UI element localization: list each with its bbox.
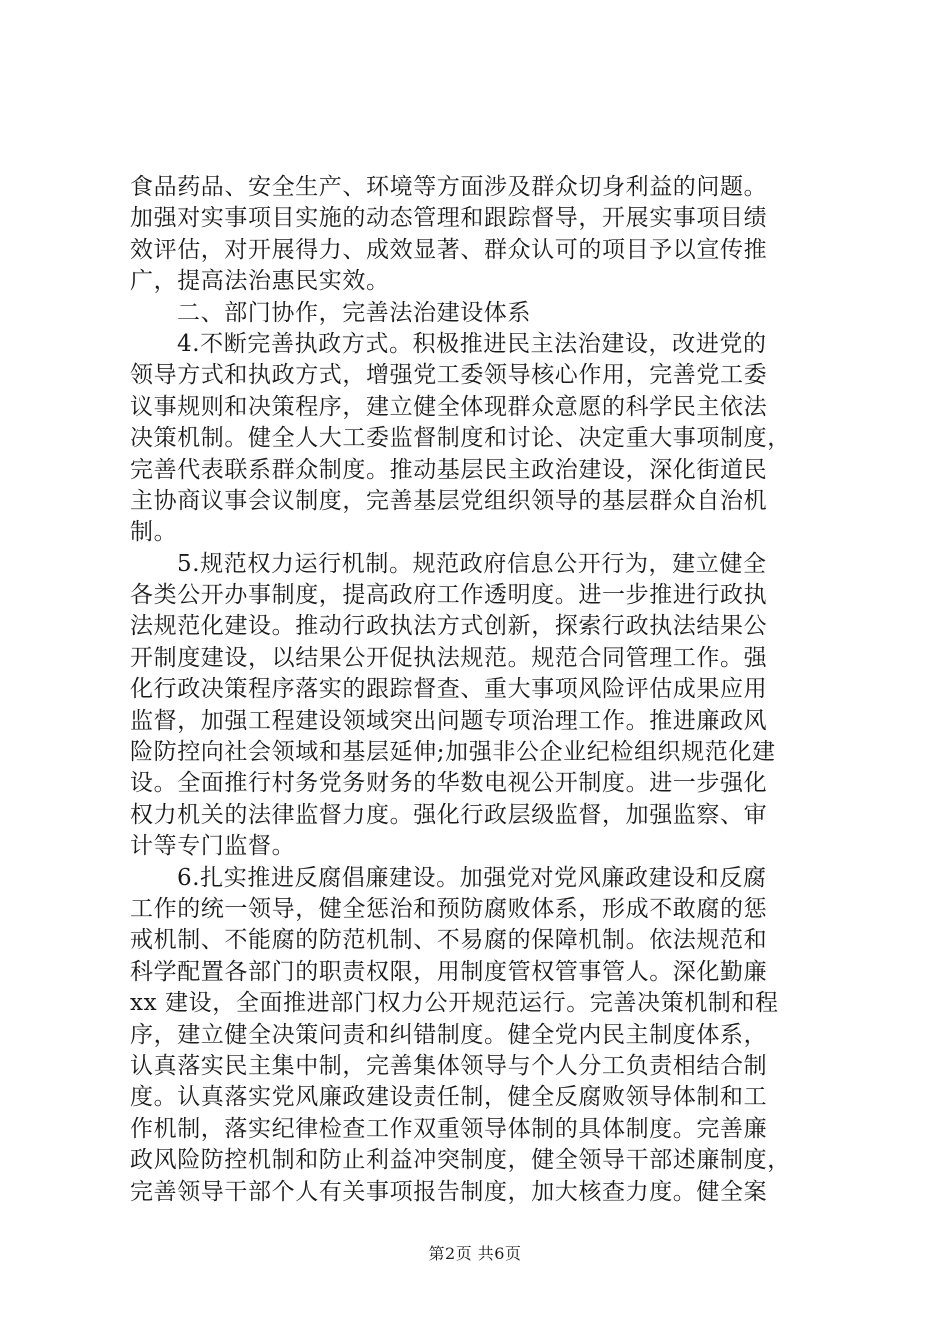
paragraph-start: 6.扎实推进反腐倡廉建设。加强党对党风廉政建设和反腐	[177, 864, 767, 891]
text-line: 政风险防控机制和防止利益冲突制度，健全领导干部述廉制度，	[130, 1147, 791, 1174]
text-line: 效评估，对开展得力、成效显著、群众认可的项目予以宣传推	[130, 236, 768, 263]
text-line: 权力机关的法律监督力度。强化行政层级监督，加强监察、审	[130, 801, 768, 828]
text-line: 设。全面推行村务党务财务的华数电视公开制度。进一步强化	[130, 770, 768, 797]
text-line: 科学配置各部门的职责权限，用制度管权管事管人。深化勤廉	[130, 958, 768, 985]
document-body	[130, 172, 830, 1208]
text-line: 食品药品、安全生产、环境等方面涉及群众切身利益的问题。	[130, 174, 768, 200]
text-line: 领导方式和执政方式，增强党工委领导核心作用，完善党工委	[130, 362, 768, 389]
text-line: 工作的统一领导，健全惩治和预防腐败体系，形成不敢腐的惩	[130, 895, 768, 922]
text-line: 序，建立健全决策问责和纠错制度。健全党内民主制度体系，	[130, 1021, 768, 1048]
text-line: 认真落实民主集中制，完善集体领导与个人分工负责相结合制	[130, 1052, 768, 1079]
text-line: 完善代表联系群众制度。推动基层民主政治建设，深化街道民	[130, 456, 768, 483]
text-line: 议事规则和决策程序，建立健全体现群众意愿的科学民主依法	[130, 393, 768, 420]
text-line: 开制度建设，以结果公开促执法规范。规范合同管理工作。强	[130, 644, 768, 671]
text-line: 法规范化建设。推动行政执法方式创新，探索行政执法结果公	[130, 613, 768, 640]
text-line: 决策机制。健全人大工委监督制度和讨论、决定重大事项制度，	[130, 425, 791, 452]
text-line: 各类公开办事制度，提高政府工作透明度。进一步推进行政执	[130, 582, 768, 609]
text-line: 化行政决策程序落实的跟踪督查、重大事项风险评估成果应用	[130, 676, 768, 703]
text-line: 完善领导干部个人有关事项报告制度，加大核查力度。健全案	[130, 1178, 768, 1205]
text-line: 计等专门监督。	[130, 833, 296, 860]
text-line: 广，提高法治惠民实效。	[130, 268, 390, 295]
text-line: 险防控向社会领域和基层延伸;加强非公企业纪检组织规范化建	[130, 739, 776, 766]
text-line: 戒机制、不能腐的防范机制、不易腐的保障机制。依法规范和	[130, 927, 768, 954]
text-line: 制。	[130, 519, 178, 546]
section-heading: 二、部门协作，完善法治建设体系	[177, 299, 531, 326]
text-line: 监督，加强工程建设领域突出问题专项治理工作。推进廉政风	[130, 707, 768, 734]
paragraph-start: 4.不断完善执政方式。积极推进民主法治建设，改进党的	[177, 330, 767, 357]
text-line: 度。认真落实党风廉政建设责任制，健全反腐败领导体制和工	[130, 1084, 768, 1111]
paragraph-start: 5.规范权力运行机制。规范政府信息公开行为，建立健全	[177, 550, 767, 577]
text-line: 加强对实事项目实施的动态管理和跟踪督导，开展实事项目绩	[130, 205, 768, 232]
text-line: 作机制，落实纪律检查工作双重领导体制的具体制度。完善廉	[130, 1115, 768, 1142]
text-line: xx 建设，全面推进部门权力公开规范运行。完善决策机制和程	[130, 990, 779, 1017]
text-line: 主协商议事会议制度，完善基层党组织领导的基层群众自治机	[130, 487, 768, 514]
page-number-footer: 第2页 共6页	[428, 1244, 522, 1263]
